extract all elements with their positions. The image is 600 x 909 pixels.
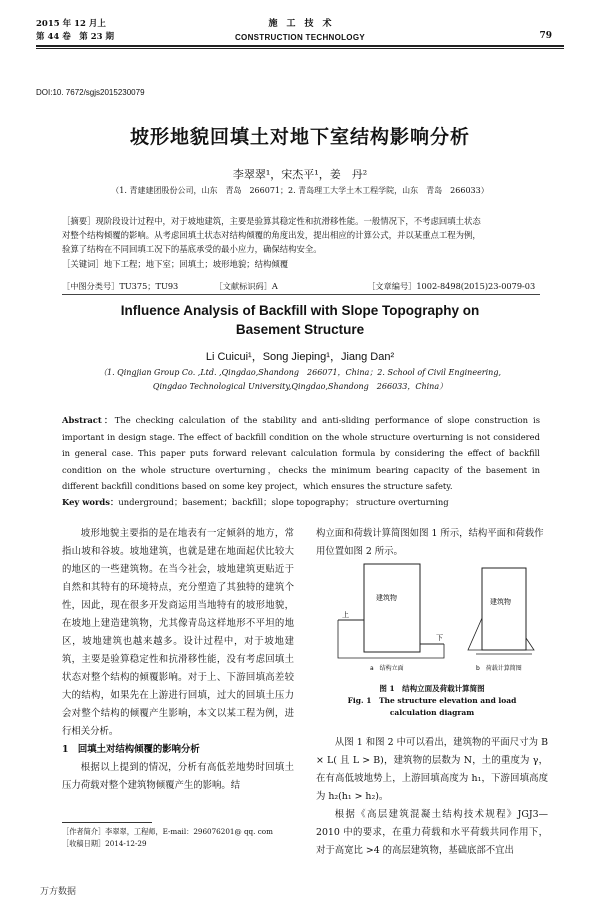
journal-name-en: CONSTRUCTION TECHNOLOGY [234,33,365,42]
footnote [62,826,273,849]
body-column-left [62,525,294,795]
abstract-en [62,412,540,495]
figure-1b [468,568,534,672]
subfigure-a-label: a 结构立面 [370,665,404,672]
watermark: 万方数据 [40,887,77,897]
body-paragraph: 根据《高层建筑混凝土结构技术规程》JGJ3—2010 中的要求，在重力荷载和水平荷载共同作用下，对于高宽比 >4 的高层建筑物，基础底部不宜出 [316,809,548,856]
keywords-cn: ［关键词］地下工程；地下室；回填土；坡形地貌；结构倾覆 [62,258,289,269]
body-column-right-bottom [316,734,548,860]
footnote-rule [62,822,152,823]
earth-pressure-upstream [468,618,482,650]
running-header-center [0,18,600,44]
author-bio: ［作者简介］李翠翠，工程师，E-mail：296076201@ qq. com [62,827,273,836]
figure-1 [336,560,546,675]
figure-1a [338,564,444,672]
body-paragraph: 根据以上提到的情况，分析有高低差地势时回填土压力荷载对整个建筑物倾覆产生的影响。结 [62,762,294,791]
title-en-line: Basement Structure [235,322,365,337]
divider [62,294,540,295]
figure-caption-en [316,695,548,718]
affiliation-cn: （1. 青建建团股份公司，山东 青岛 266071；2. 青岛理工大学土木工程学院，山东 青岛 266033） [111,186,489,195]
subfigure-b-label: b 荷载计算简图 [476,665,522,672]
title-en-line: Influence Analysis of Backfill with Slope Topography on [120,303,480,318]
title-en [0,301,600,339]
building-rect [482,568,526,650]
keywords-en-label: Key words： [62,497,119,507]
figure-caption-en-line: calculation diagram [389,707,475,717]
authors-en: Li Cuicui¹，Song Jieping¹，Jiang Dan² [205,351,395,363]
body-column-right-top [316,525,548,561]
received-date: ［收稿日期］2014-12-29 [62,838,147,848]
clc-number: ［中图分类号］TU375；TU93 [62,281,179,291]
building-label: 建筑物 [490,598,511,606]
building-rect [364,564,420,652]
page-number: 79 [539,31,552,41]
abstract-cn [62,214,540,271]
abstract-en-text: The checking calculation of the stability and anti-sliding performance of slope construction is important in design stage. The effect of backfill condition on the whole structure overturning is not considered in general case. This paper puts forward relevant calculation formula by considering the effect of backfill condition on the whole structure overturning，checks the minimum bearing capacity of the basement in different backfill conditions based on some key project，which ensures the structure safety. [62,415,540,491]
header-rule-thick [36,45,564,47]
keywords-en [62,496,540,508]
abstract-cn-line: ［摘要］现阶段设计过程中，对于坡地建筑，主要是验算其稳定性和抗滑移性能。一般情况下，不考虑回填土状态 [62,216,481,226]
title-cn: 坡形地貌回填土对地下室结构影响分析 [129,126,470,148]
earth-pressure-downstream [526,638,534,650]
issue-date: 2015 年 12 月上 [36,19,106,29]
body-paragraph: 构立面和荷载计算简图如图 1 所示，结构平面和荷载作用位置如图 2 所示。 [316,528,544,557]
affiliation-en [0,366,600,393]
abstract-en-label: Abstract： [62,415,115,425]
journal-name-cn: 施 工 技 术 [268,19,332,29]
building-label: 建筑物 [376,594,397,602]
authors-cn: 李翠翠¹，宋杰平¹，姜 丹² [232,168,368,181]
abstract-cn-line: 验算了结构在不同回填工况下的基底承受的最小应力，确保结构安全。 [62,244,322,255]
abstract-cn-line: 对整个结构倾覆的影响。从考虑回填土状态对结构倾覆的角度出发，提出相应的计算公式，并以某重点工程为例， [62,230,481,241]
upstream-label: 上 [342,611,349,619]
affiliation-en-line: （1. Qingjian Group Co. ,Ltd. ,Qingdao,Shandong 266071，China；2. School of Civil Engineering, [98,368,501,377]
affiliation-en-line: Qingdao Technological University,Qingdao,Shandong 266033，China） [152,381,448,391]
figure-caption-cn: 图 1 结构立面及荷载计算简图 [379,684,485,693]
body-paragraph: 从图 1 和图 2 中可以看出，建筑物的平面尺寸为 B × L( 且 L > B)，建筑物的层数为 N，土的重度为 γ，在有高低坡地势上，上游回填高度为 h₁，下游回填高度为 h₂(h₁ > h₂)。 [316,737,548,802]
header-rule-thin [36,48,564,49]
section-heading: 1 回填土对结构倾覆的影响分析 [62,744,200,755]
doi: DOI:10. 7672/sgjs2015230079 [36,88,145,97]
document-code: ［文献标识码］A [214,281,278,291]
figure-caption-en-line: Fig. 1 The structure elevation and load [347,696,517,705]
article-number: ［文章编号］1002-8498(2015)23-0079-03 [367,281,536,291]
body-paragraph: 坡形地貌主要指的是在地表有一定倾斜的地方，常指山坡和谷坡。坡地建筑，也就是建在地面起伏比较大的地区的一些建筑物。在当今社会，坡地建筑更贴近于自然和其特有的环境特点，充分塑造了其独特的建筑个性，因此，现在很多开发商运用当地特有的坡形地貌，在坡地上建造建筑物，尤其像青岛这样地形不平坦的地区，坡地建筑也越来越多。设计过程中，对于坡地建筑，主要是验算稳定性和抗滑移性能，没有考虑回填土状态对整个结构的倾覆影响。对于上、下游回填高差较大的结构，如果先在上游进行回填，过大的回填土压力会对整个结构的倾覆产生影响，本文以某工程为例，进行相关分析。 [62,528,294,737]
keywords-en-text: underground；basement；backfill；slope topography； structure overturning [118,497,449,507]
classification-row [62,280,535,293]
downstream-label: 下 [436,634,443,642]
issue-volume: 第 44 卷 第 23 期 [36,32,114,42]
